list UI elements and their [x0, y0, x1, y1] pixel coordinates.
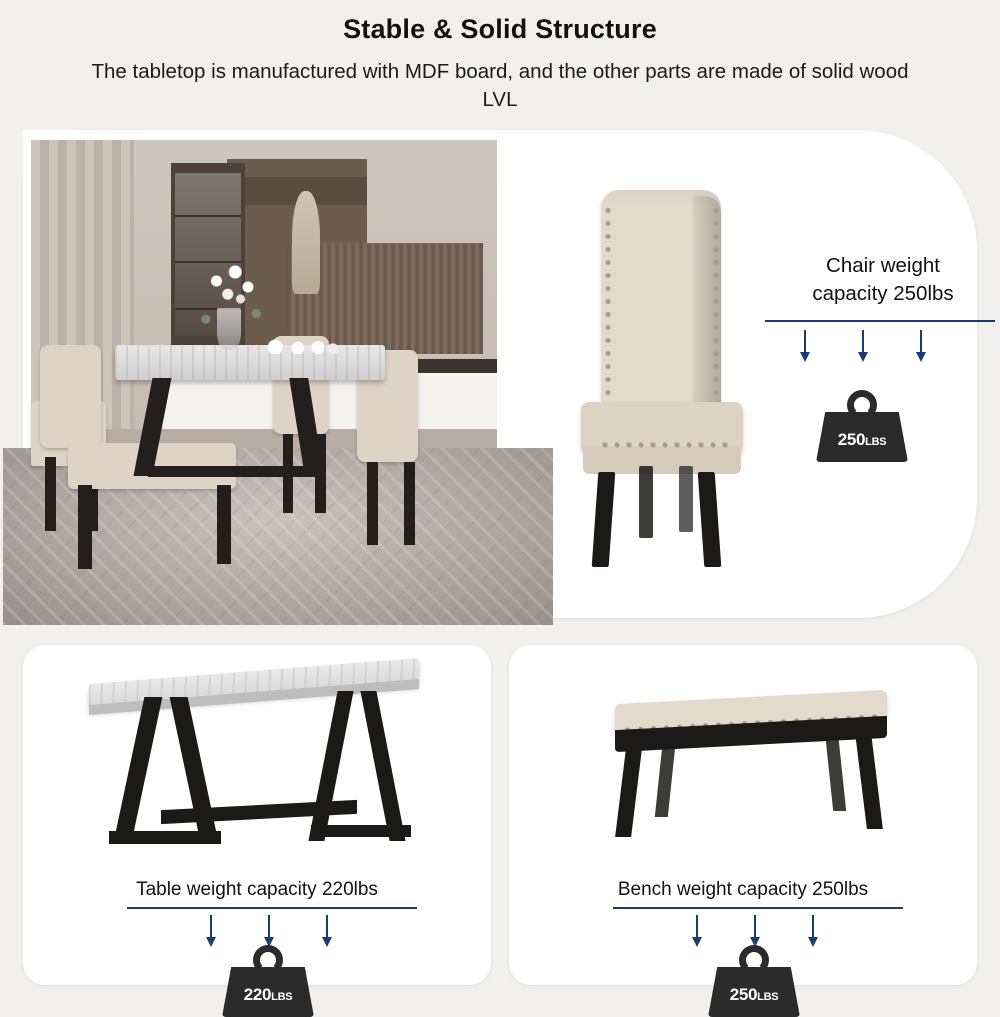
bench-leg [825, 731, 846, 811]
bench-weight-label [708, 985, 800, 1005]
down-arrow-icon [749, 915, 761, 949]
down-arrow-icon [857, 330, 869, 364]
chair-leg [639, 466, 653, 538]
table-capacity-arrows [171, 915, 366, 949]
chair-leg [592, 472, 616, 567]
photo-chair [40, 345, 101, 448]
photo-figurine [292, 191, 320, 294]
photo-chair-leg [45, 457, 56, 532]
page-title: Stable & Solid Structure [343, 14, 657, 44]
weight-icon [708, 945, 800, 1017]
dining-room-photo [31, 140, 497, 606]
photo-bench-leg [78, 485, 92, 569]
table-capacity-caption: Table weight capacity 220lbs [136, 879, 378, 900]
table-leg [308, 691, 353, 841]
down-arrow-icon [915, 330, 927, 364]
down-arrow-icon [321, 915, 333, 949]
chair-nailhead-trim [711, 204, 721, 404]
photo-chair-leg [367, 462, 378, 546]
bench-panel [509, 645, 977, 1004]
photo-vase [217, 308, 240, 350]
table-weight-unit: LBS [271, 991, 293, 1003]
bench-capacity-rule [613, 907, 903, 909]
photo-bench-leg [217, 485, 231, 564]
bench-weight-unit: LBS [757, 991, 779, 1003]
table-weight-label [222, 985, 314, 1005]
photo-card [23, 130, 483, 618]
down-arrow-icon [799, 330, 811, 364]
chair-seat-nailheads [599, 440, 731, 450]
table-foot [109, 831, 221, 844]
photo-tea-set [264, 331, 339, 354]
chair-capacity-rule [765, 320, 995, 322]
dining-chair-illustration [573, 190, 763, 570]
chair-capacity-line1: Chair weight [826, 254, 940, 277]
down-arrow-icon [691, 915, 703, 949]
chair-leg [698, 472, 722, 567]
bench-capacity-arrows [657, 915, 852, 949]
chair-capacity-line2: capacity 250lbs [812, 281, 954, 305]
bench-capacity-caption: Bench weight capacity 250lbs [617, 879, 869, 900]
table-capacity-rule [127, 907, 417, 909]
bench-weight-value: 250 [729, 985, 758, 1004]
weight-icon [222, 945, 314, 1017]
photo-table-stretcher [148, 466, 316, 477]
down-arrow-icon [205, 915, 217, 949]
chair-weight-value: 250 [837, 430, 866, 449]
chair-leg [679, 466, 693, 532]
chair-callout-zone [493, 130, 977, 618]
table-foot [311, 825, 411, 837]
table-leg [114, 697, 163, 842]
photo-chair-leg [404, 462, 415, 546]
down-arrow-icon [807, 915, 819, 949]
chair-skirt [583, 446, 741, 474]
table-panel [23, 645, 491, 1004]
top-panel [23, 130, 977, 618]
bench-leg [615, 741, 643, 837]
photo-shelf-line [175, 215, 240, 217]
chair-capacity-arrows [765, 330, 960, 364]
weight-icon [816, 390, 908, 462]
table-leg [360, 691, 405, 841]
chair-nailhead-trim [603, 204, 613, 404]
chair-capacity-caption [783, 252, 983, 307]
down-arrow-icon [263, 915, 275, 949]
bench-leg [855, 733, 883, 829]
chair-weight-label [816, 430, 908, 450]
chair-weight-unit: LBS [865, 436, 887, 448]
photo-tabletop-grain [115, 345, 385, 380]
page-subtitle: The tabletop is manufactured with MDF board, and the other parts are made of solid wood LVL [91, 60, 909, 111]
table-weight-value: 220 [243, 985, 272, 1004]
